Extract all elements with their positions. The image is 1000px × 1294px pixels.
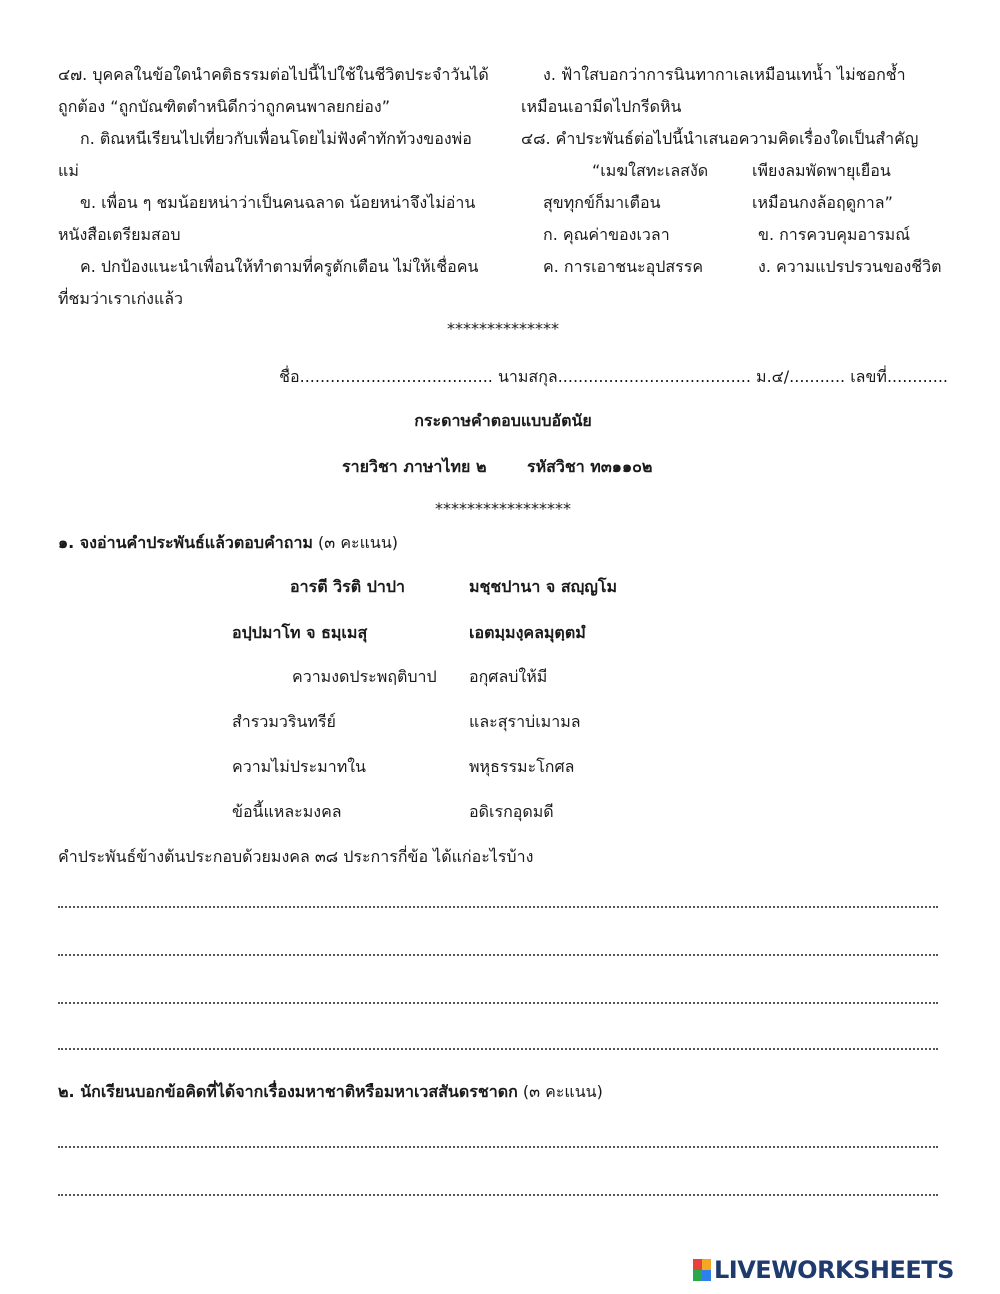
q48-poem-1a: “เมฆใสทะเลสงัด [592, 161, 709, 180]
q47-option-d-line1: ง. ฟ้าใสบอกว่าการนินทากาเลเหมือนเทน้ำ ไม่ชอกช้ำ [543, 65, 906, 84]
answer-line-5[interactable] [58, 1146, 938, 1148]
answer-line-1[interactable] [58, 906, 938, 908]
thai-verse-4b: อดิเรกอุดมดี [469, 802, 554, 821]
logo-square-green [693, 1270, 702, 1281]
q48-option-c: ค. การเอาชนะอุปสรรค [543, 257, 704, 276]
subject-code: รหัสวิชา ท๓๑๑๐๒ [527, 457, 653, 476]
section-2-score: (๓ คะแนน) [517, 1082, 603, 1101]
section-2-heading [58, 1081, 603, 1103]
thai-verse-3a: ความไม่ประมาทใน [232, 757, 366, 776]
name-fields-line: ชื่อ...................................... นามสกุล...................................... ม.๔/........... เลขที่............ [279, 367, 948, 386]
separator-stars-1: ************** [447, 319, 559, 338]
pali-verse-1b: มชฺชปานา จ สญฺญโม [469, 577, 618, 596]
q48-poem-1b: เพียงลมพัดพายุเยือน [752, 161, 891, 180]
section-1-heading [58, 532, 398, 554]
section-1-question: คำประพันธ์ข้างต้นประกอบด้วยมงคล ๓๘ ประการกี่ข้อ ได้แก่อะไรบ้าง [58, 847, 534, 866]
q48-option-a: ก. คุณค่าของเวลา [543, 225, 670, 244]
liveworksheets-logo[interactable] [693, 1256, 954, 1284]
thai-verse-2a: สำรวมวรินทรีย์ [232, 712, 336, 731]
q48-poem-2a: สุขทุกข์ก็มาเตือน [543, 193, 661, 212]
q47-option-c-line2: ที่ชมว่าเราเก่งแล้ว [58, 289, 184, 308]
thai-verse-2b: และสุราบ่เมามล [469, 712, 581, 731]
thai-verse-1b: อกุศลบ่ให้มี [469, 667, 548, 686]
answer-line-4[interactable] [58, 1048, 938, 1050]
q47-option-b-line1: ข. เพื่อน ๆ ชมน้อยหน่าว่าเป็นคนฉลาด น้อยหน่าจึงไม่อ่าน [80, 193, 476, 212]
q47-option-a-line2: แม่ [58, 161, 79, 180]
subject-name: รายวิชา ภาษาไทย ๒ [342, 457, 487, 476]
logo-square-orange [702, 1259, 711, 1270]
liveworksheets-logo-text: LIVEWORKSHEETS [714, 1256, 954, 1284]
liveworksheets-logo-icon [693, 1259, 711, 1281]
q48-stem: ๔๘. คำประพันธ์ต่อไปนี้นำเสนอความคิดเรื่องใดเป็นสำคัญ [521, 129, 919, 148]
q47-option-a-line1: ก. ติณหนีเรียนไปเที่ยวกับเพื่อนโดยไม่ฟังคำทักท้วงของพ่อ [80, 129, 472, 148]
section-2-title: ๒. นักเรียนบอกข้อคิดที่ได้จากเรื่องมหาชาติหรือมหาเวสสันดรชาดก [58, 1082, 518, 1101]
answer-line-2[interactable] [58, 954, 938, 956]
answer-line-3[interactable] [58, 1002, 938, 1004]
separator-stars-2: ***************** [435, 499, 571, 518]
thai-verse-1a: ความงดประพฤติบาป [292, 667, 437, 686]
thai-verse-3b: พหุธรรมะโกศล [469, 757, 575, 776]
pali-verse-2b: เอตมฺมงฺคลมุตฺตมํ [469, 623, 586, 642]
q47-line2: ถูกต้อง “ถูกบัณฑิตตำหนิดีกว่าถูกคนพาลยกย่อง” [58, 97, 391, 116]
pali-verse-2a: อปฺปมาโท จ ธมฺเมสุ [232, 623, 368, 642]
thai-verse-4a: ข้อนี้แหละมงคล [232, 802, 342, 821]
q47-option-d-line2: เหมือนเอามีดไปกรีดหิน [521, 97, 682, 116]
answer-sheet-title: กระดาษคำตอบแบบอัตนัย [414, 411, 592, 430]
q48-option-d: ง. ความแปรปรวนของชีวิต [758, 257, 942, 276]
logo-square-blue [702, 1270, 711, 1281]
q47-option-c-line1: ค. ปกป้องแนะนำเพื่อนให้ทำตามที่ครูตักเตือน ไม่ให้เชื่อคน [80, 257, 479, 276]
q47-option-b-line2: หนังสือเตรียมสอบ [58, 225, 181, 244]
q48-poem-2b: เหมือนกงล้อฤดูกาล” [752, 193, 893, 212]
section-1-score: (๓ คะแนน) [312, 533, 399, 552]
q47-line1: ๔๗. บุคคลในข้อใดนำคติธรรมต่อไปนี้ไปใช้ในชีวิตประจำวันได้ [58, 65, 489, 84]
logo-square-red [693, 1259, 702, 1270]
answer-line-6[interactable] [58, 1194, 938, 1196]
pali-verse-1a: อารตี วิรติ ปาปา [290, 577, 405, 596]
section-1-title: ๑. จงอ่านคำประพันธ์แล้วตอบคำถาม [58, 533, 313, 552]
q48-option-b: ข. การควบคุมอารมณ์ [758, 225, 911, 244]
